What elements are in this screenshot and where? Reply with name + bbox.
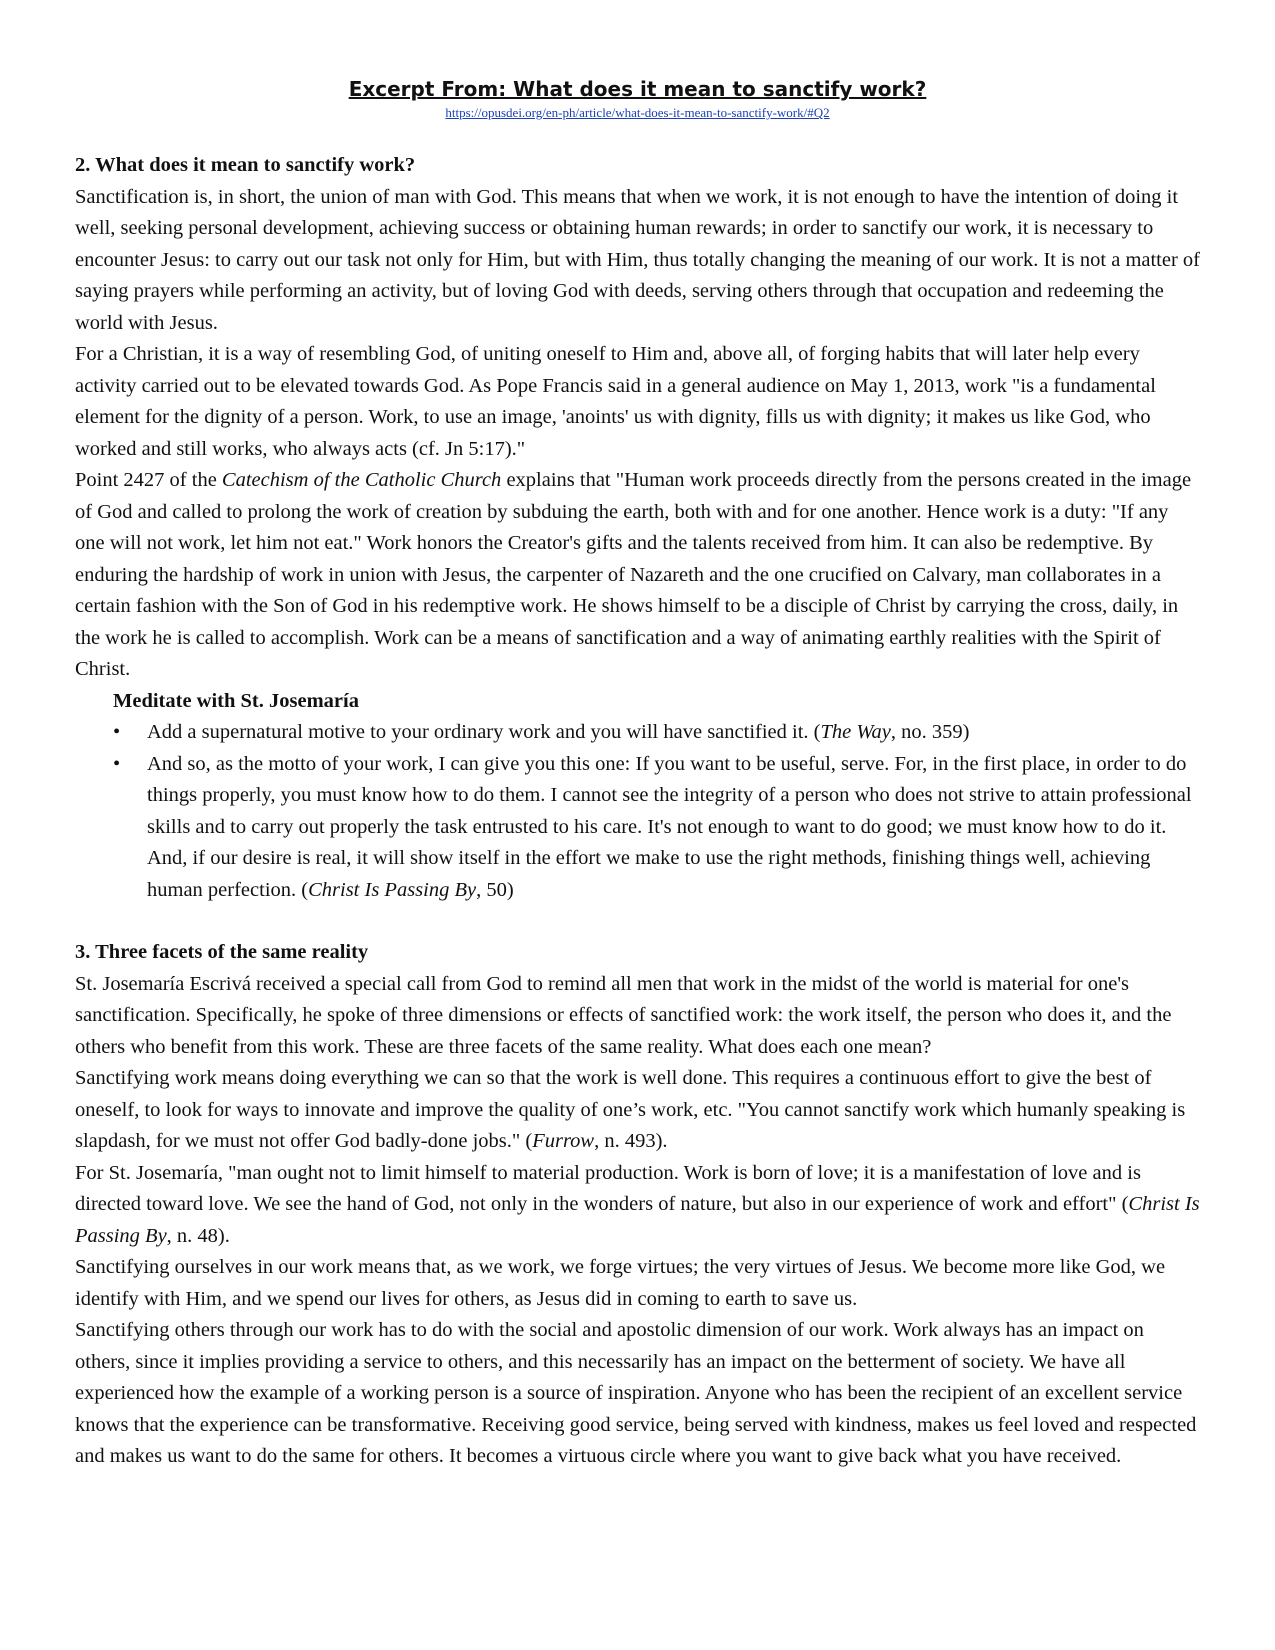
furrow-title: Furrow xyxy=(532,1130,595,1152)
bullet-icon: • xyxy=(113,752,121,775)
list-item xyxy=(75,749,1200,907)
catechism-title: Catechism of the Catholic Church xyxy=(221,469,502,491)
section-2-paragraph-2: For a Christian, it is a way of resembling God, of uniting oneself to Him and, above all, of forging habits that will later help every activity carried out to be elevated towards God. As Pope Francis said in a general audience on May 1, 2013, work "is a fundamental element for the dignity of a person. Work, to use an image, 'anoints' us with dignity, fills us with dignity; it makes us like God, who worked and still works, who always acts (cf. Jn 5:17)." xyxy=(75,343,1156,460)
source-title: Christ Is Passing By xyxy=(308,878,477,901)
source-url-line xyxy=(75,104,1200,122)
source-title: The Way xyxy=(820,721,891,743)
citation-text: , no. 359) xyxy=(890,721,970,743)
paragraph-text: For St. Josemaría, "man ought not to limit himself to material production. Work is born of love; it is a manifestation of love and is directed toward love. We see the hand of God, not only in the wonders of nature, but also in our experience of work and effort" ( xyxy=(75,1161,1141,1215)
quote-text: Add a supernatural motive to your ordinary work and you will have sanctified it. ( xyxy=(147,721,821,743)
document-title: Excerpt From: What does it mean to sanctify work? xyxy=(348,77,927,101)
section-2-heading: 2. What does it mean to sanctify work? xyxy=(75,154,416,176)
section-2-paragraph-1: Sanctification is, in short, the union of man with God. This means that when we work, it is not enough to have the intention of doing it well, seeking personal development, achieving success or obtaining human rewards; in order to sanctify our work, it is necessary to encounter Jesus: to carry out our task not only for Him, but with Him, thus totally changing the meaning of our work. It is not a matter of saying prayers while performing an activity, but of loving God with deeds, serving others through that occupation and redeeming the world with Jesus. xyxy=(75,185,1201,334)
list-item xyxy=(75,717,1200,749)
source-title: Christ Is Passing By xyxy=(75,1193,1200,1247)
meditate-heading: Meditate with St. Josemaría xyxy=(113,689,359,712)
paragraph-text: Sanctifying work means doing everything we can so that the work is well done. This requires a continuous effort to give the best of oneself, to look for ways to innovate and improve the quality of one’s work, etc. "You cannot sanctify work which humanly speaking is slapdash, for we must not offer God badly-done jobs." ( xyxy=(75,1067,1186,1152)
paragraph-text: , n. 493). xyxy=(594,1130,668,1152)
paragraph-text: , n. 48). xyxy=(166,1224,230,1247)
citation-text: , 50) xyxy=(476,878,514,901)
document-page xyxy=(75,75,1200,1473)
meditate-list xyxy=(75,717,1200,906)
quote-text: And so, as the motto of your work, I can give you this one: If you want to be useful, serve. For, in the first place, in order to do things properly, you must know how to do them. I cannot see the integrity of a person who does not strive to attain professional skills and to carry out properly the task entrusted to his care. It's not enough to want to do good; we must know how to do it. And, if our desire is real, it will show itself in the effort we make to use the right methods, finishing things well, achieving human perfection. ( xyxy=(147,752,1192,901)
section-2 xyxy=(75,150,1200,906)
paragraph-text: Point 2427 of the xyxy=(75,469,222,491)
section-3 xyxy=(75,937,1200,1473)
section-3-paragraph-4: Sanctifying ourselves in our work means that, as we work, we forge virtues; the very virtues of Jesus. We become more like God, we identify with Him, and we spend our lives for others, as Jesus did in coming to earth to save us. xyxy=(75,1256,1166,1310)
section-3-heading: 3. Three facets of the same reality xyxy=(75,941,369,963)
section-2-paragraph-3 xyxy=(75,465,1200,686)
paragraph-text: explains that "Human work proceeds directly from the persons created in the image of God and called to prolong the work of creation by subduing the earth, both with and for one another. Hence work is a duty: "If any one will not work, let him not eat." Work honors the Creator's gifts and the talents received from him. It can also be redemptive. By enduring the hardship of work in union with Jesus, the carpenter of Nazareth and the one crucified on Calvary, man collaborates in a certain fashion with the Son of God in his redemptive work. He shows himself to be a disciple of Christ by carrying the cross, daily, in the work he is called to accomplish. Work can be a means of sanctification and a way of animating earthly realities with the Spirit of Christ. xyxy=(75,469,1192,680)
section-3-paragraph-3 xyxy=(75,1158,1200,1253)
bullet-icon: • xyxy=(113,721,121,743)
section-3-paragraph-5: Sanctifying others through our work has to do with the social and apostolic dimension of our work. Work always has an impact on others, since it implies providing a service to others, and this necessarily has an impact on the betterment of society. We have all experienced how the example of a working person is a source of inspiration. Anyone who has been the recipient of an excellent service knows that the experience can be transformative. Receiving good service, being served with kindness, makes us feel loved and respected and makes us want to do the same for others. It becomes a virtuous circle where you want to give back what you have received. xyxy=(75,1319,1197,1467)
section-3-paragraph-2 xyxy=(75,1063,1200,1158)
section-3-paragraph-1: St. Josemaría Escrivá received a special call from God to remind all men that work in the midst of the world is material for one's sanctification. Specifically, he spoke of three dimensions or effects of sanctified work: the work itself, the person who does it, and the others who benefit from this work. These are three facets of the same reality. What does each one mean? xyxy=(75,972,1172,1058)
source-url-link[interactable]: https://opusdei.org/en-ph/article/what-does-it-mean-to-sanctify-work/#Q2 xyxy=(445,105,830,120)
